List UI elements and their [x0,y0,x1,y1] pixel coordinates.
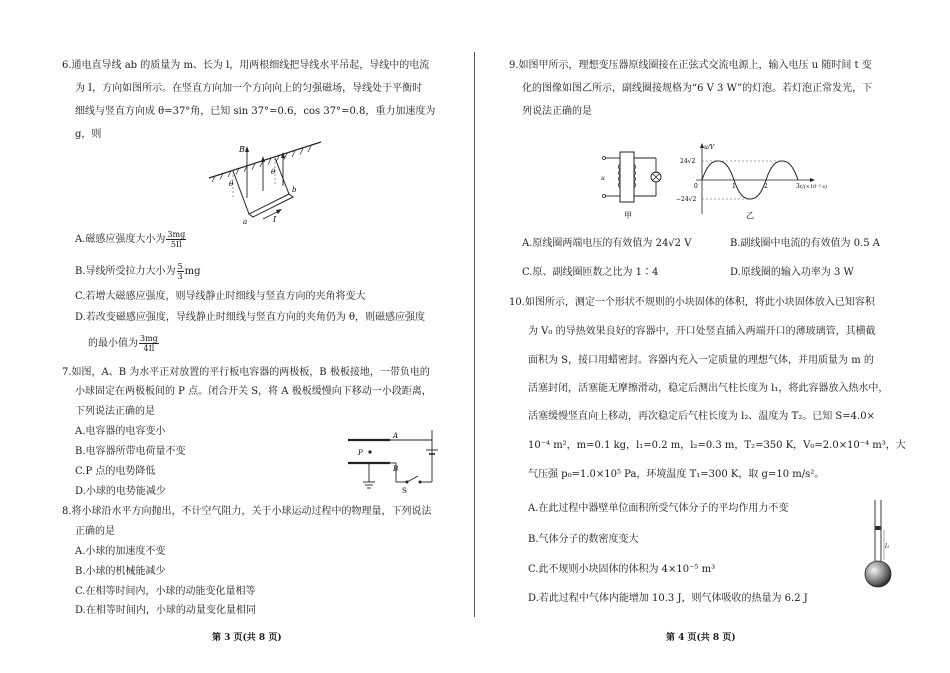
q6-option-d-line-2 [88,334,160,353]
q7-option-d: D.小球的电势能减少 [75,486,166,497]
q8-stem-line-2: 正确的是 [75,526,115,537]
q10-stem-line-4: 活塞封闭，活塞能无摩擦滑动，稳定后测出气柱长度为 l₁，将此容器放入热水中， [528,383,889,394]
q9-label-origin: 0 [694,183,698,190]
q9-label-axis-u: u/V [704,144,715,151]
q6-option-b [75,262,201,281]
q6-label-a: a [243,218,248,226]
q10-label-l1: l₁ [885,543,890,550]
q6-option-c: C.若增大磁感应强度，则导线静止时细线与竖直方向的夹角将变大 [75,291,366,302]
q6-option-d-numerator: 3mg [140,334,158,343]
q6-option-a-fraction [166,230,186,249]
q7-option-b: B.电容器所带电荷量不变 [75,446,186,457]
q10-option-a: A.在此过程中器壁单位面积所受气体分子的平均作用力不变 [528,503,789,514]
q10-stem-line-7: 气压强 p₀=1.0×10⁵ Pa，环境温度 T₁=300 K，取 g=10 m/s²。 [528,469,825,480]
q7-stem-line-1: 7.如图，A、B 为水平正对放置的平行板电容器的两极板，B 极板接地，一带负电的 [62,367,430,378]
q8-stem-line-1: 8.将小球沿水平方向抛出，不计空气阻力，关于小球运动过程中的物理量，下列说法 [62,506,432,517]
q10-stem-line-2: 为 V₀ 的导热效果良好的容器中，开口处竖直插入两端开口的薄玻璃管，其横截 [528,326,876,337]
q6-option-a-denominator: 5Il [170,240,182,249]
q6-option-a-text: A.磁感应强度大小为 [75,234,166,245]
q6-option-d-denominator: 4Il [143,344,155,353]
q8-option-b: B.小球的机械能减少 [75,566,166,577]
q10-figure-flask-tube [862,496,896,590]
q6-option-b-text: B.导线所受拉力大小为 [75,266,176,277]
q9-figure-transformer [600,144,660,222]
q9-label-ymax: 24√2 [680,158,696,165]
q6-label-b: b [292,186,297,194]
q6-label-theta-2: θ [271,168,276,176]
q9-label-t3: 3 [796,183,800,190]
q6-option-d-line-1: D.若改变磁感应强度，导线静止时细线与竖直方向的夹角仍为 θ，则磁感应强度 [75,312,426,323]
q9-label-t2: 2 [764,183,768,190]
q7-stem-line-2: 小球固定在两极板间的 P 点。闭合开关 S，将 A 极板缓慢向下移动一小段距离， [75,386,432,397]
q7-label-A: A [393,432,399,440]
q10-stem-line-6: 10⁻⁴ m²，m=0.1 kg，l₁=0.2 m，l₂=0.3 m，T₂=350 K，V₀=2.0×10⁻⁴ m³，大 [528,440,906,451]
q10-option-c: C.此不规则小块固体的体积为 4×10⁻⁵ m³ [528,564,716,575]
q10-option-b: B.气体分子的数密度变大 [528,534,639,545]
q9-option-d: D.原线圈的输入功率为 3 W [730,267,854,278]
q6-option-d-text: 的最小值为 [88,338,138,349]
q9-option-c: C.原、副线圈匝数之比为 1∶4 [522,267,659,278]
q6-stem-line-1: 6.通电直导线 ab 的质量为 m、长为 l，用两根细线把导线水平吊起，导线中的电流 [62,60,430,71]
q9-stem-line-2: 化的图像如图乙所示，副线圈接规格为“6 V 3 W”的灯泡。若灯泡正常发光，下 [522,83,873,94]
q6-option-b-suffix: mg [184,266,201,277]
q9-option-a: A.原线圈两端电压的有效值为 24√2 V [522,238,692,249]
q7-stem-line-3: 下列说法正确的是 [75,406,155,417]
q9-label-ymin: −24√2 [676,196,697,203]
q6-option-b-numerator: 5 [177,262,183,271]
q8-option-a: A.小球的加速度不变 [75,546,166,557]
q6-label-B: B [239,145,245,154]
q6-option-a-numerator: 3mg [167,230,186,239]
q6-stem-line-3: 细线与竖直方向成 θ=37°角，已知 sin 37°=0.6，cos 37°=0.8，重力加速度为 [75,106,436,117]
q7-label-P: P [358,449,363,457]
q6-label-I: I [273,215,277,224]
q6-option-d-fraction [139,334,159,353]
q9-label-t-unit: t/(×10⁻² s) [800,184,827,190]
q9-label-jia: 甲 [624,211,632,220]
q10-stem-line-1: 10.如图所示，测定一个形状不规则的小块固体的体积，将此小块固体放入已知容积 [509,297,875,308]
q6-stem-line-2: 为 I，方向如图所示。在竖直方向加一个方向向上的匀强磁场，导线处于平衡时 [75,83,423,94]
q9-label-t1: 1 [732,183,736,190]
q9-figure-voltage-graph [674,142,827,222]
q7-label-B: B [393,465,399,473]
q10-option-d: D.若此过程中气体内能增加 10.3 J，则气体吸收的热量为 6.2 J [528,593,808,604]
q6-option-b-denominator: 3 [177,272,183,281]
q7-option-a: A.电容器的电容变小 [75,426,166,437]
q8-option-c: C.在相等时间内，小球的动能变化量相等 [75,586,256,597]
q6-option-a [75,230,187,249]
q6-figure-hanging-wire [205,136,325,228]
q10-stem-line-3: 面积为 S，接口用蜡密封。容器内充入一定质量的理想气体，并用质量为 m 的 [528,355,874,366]
q7-label-S: S [402,487,407,495]
q7-option-c: C.P 点的电势降低 [75,466,156,477]
right-page [476,0,950,673]
q9-option-b: B.副线圈中电流的有效值为 0.5 A [730,238,881,249]
q6-label-theta-1: θ [229,180,234,188]
q6-stem-line-4: g，则 [75,129,102,140]
right-page-footer: 第 4 页(共 8 页) [666,633,736,643]
left-page-footer: 第 3 页(共 8 页) [212,633,282,643]
q9-label-u: u [601,175,605,182]
q8-option-d: D.在相等时间内，小球的动量变化量相同 [75,605,256,616]
q9-label-yi: 乙 [746,211,754,220]
q10-stem-line-5: 活塞缓慢竖直向上移动，再次稳定后气柱长度为 l₂、温度为 T₂。已知 S=4.0× [528,411,875,422]
q6-option-b-fraction [177,262,184,281]
q9-stem-line-3: 列说法正确的是 [522,106,592,117]
q9-stem-line-1: 9.如图甲所示，理想变压器原线圈接在正弦式交流电源上，输入电压 u 随时间 t 变 [509,60,872,71]
q7-figure-capacitor-circuit [336,422,446,494]
